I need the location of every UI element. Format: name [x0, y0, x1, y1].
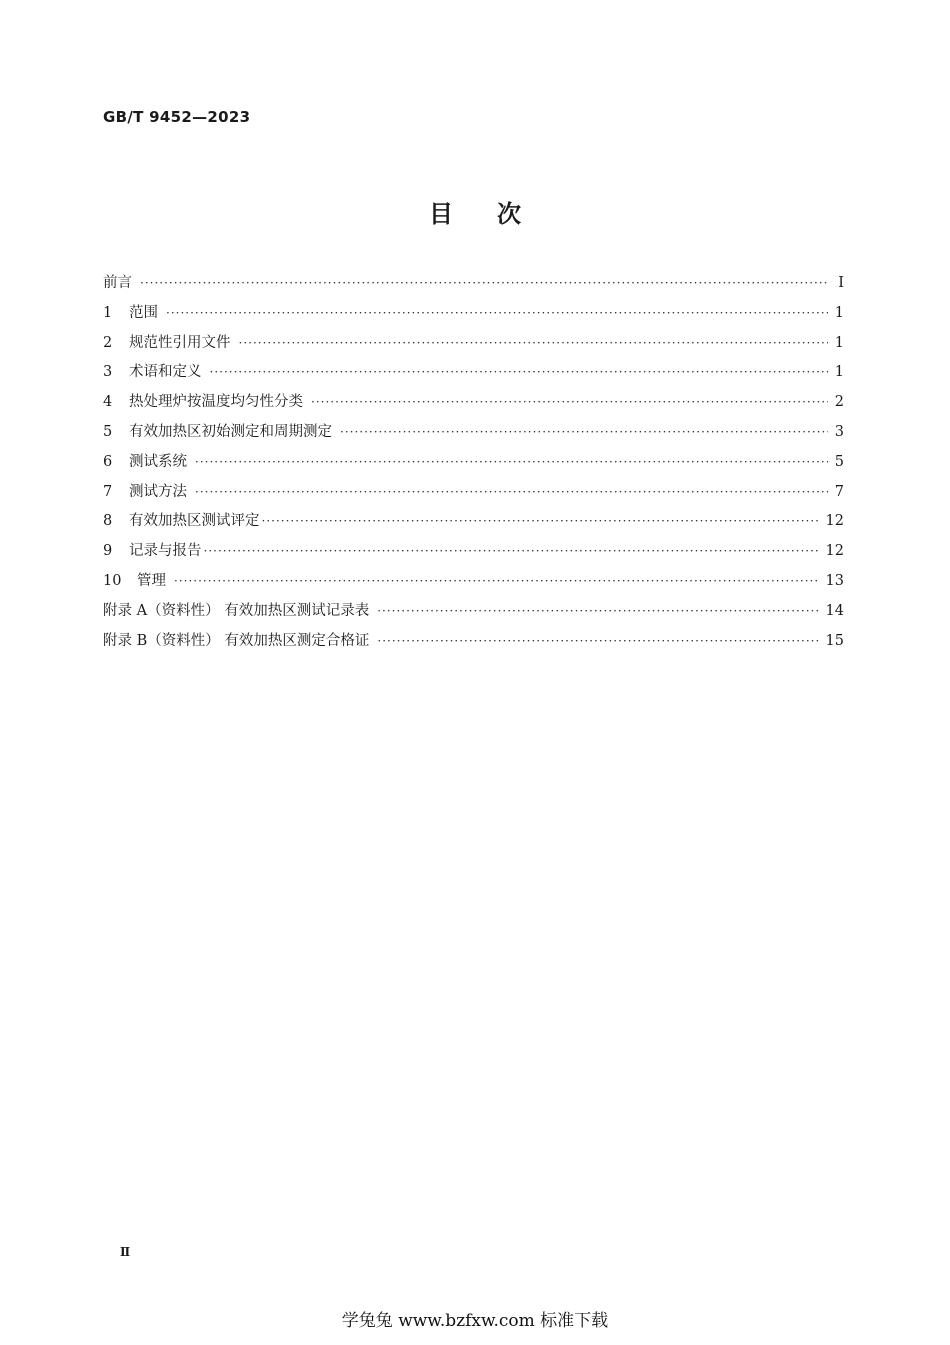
toc-item-2[interactable]	[103, 331, 844, 361]
toc-item-page: 3	[834, 423, 844, 440]
toc-item-number: 2	[103, 334, 113, 351]
toc-item-page: 14	[825, 602, 844, 619]
toc-item-number: 1	[103, 304, 113, 321]
toc-leader-dots	[311, 395, 828, 409]
toc-item-page: 12	[825, 513, 844, 530]
toc-leader-dots	[340, 425, 828, 439]
toc-item-page: 13	[825, 572, 844, 589]
toc-item-number: 9	[103, 543, 113, 560]
toc-item-page: 5	[834, 453, 844, 470]
toc-item-10[interactable]	[103, 569, 844, 599]
toc-item-label: 前言	[103, 275, 132, 291]
toc-item-label: 术语和定义	[129, 364, 202, 381]
toc-item-page: 1	[834, 304, 844, 321]
toc-item-page: 1	[834, 364, 844, 381]
toc-leader-dots	[377, 604, 819, 618]
toc-leader-dots	[210, 365, 829, 379]
toc-item-6[interactable]	[103, 450, 844, 480]
page-title: 目次	[429, 200, 565, 228]
toc-item-foreword[interactable]	[103, 271, 844, 301]
toc-leader-dots	[377, 634, 819, 648]
toc-item-label: 有效加热区初始测定和周期测定	[129, 423, 332, 440]
toc-item-label: 范围	[129, 304, 158, 321]
toc-item-3[interactable]	[103, 360, 844, 390]
toc-leader-dots	[239, 336, 829, 350]
toc-item-label: 热处理炉按温度均匀性分类	[129, 394, 303, 411]
toc-item-label: 管理	[137, 572, 166, 589]
toc-item-label: 有效加热区测试评定	[129, 513, 260, 530]
toc-leader-dots	[204, 544, 820, 558]
toc-item-number: 10	[103, 572, 122, 589]
toc-item-label: 测试系统	[129, 453, 187, 470]
toc-item-page: 2	[834, 394, 844, 411]
toc-item-8[interactable]	[103, 509, 844, 539]
toc-item-number: 6	[103, 453, 113, 470]
toc-item-label: 附录 B（资料性） 有效加热区测定合格证	[103, 632, 370, 649]
toc-item-label: 记录与报告	[129, 543, 202, 560]
table-of-contents	[103, 271, 844, 658]
toc-item-page: 12	[825, 543, 844, 560]
toc-leader-dots	[262, 514, 820, 528]
toc-leader-dots	[166, 306, 828, 320]
toc-item-annex-b[interactable]	[103, 629, 844, 659]
toc-item-7[interactable]	[103, 480, 844, 510]
toc-item-number: 4	[103, 394, 113, 411]
toc-item-page: Ⅰ	[838, 275, 844, 291]
toc-item-number: 3	[103, 364, 113, 381]
toc-leader-dots	[174, 574, 820, 588]
toc-item-5[interactable]	[103, 420, 844, 450]
toc-item-label: 附录 A（资料性） 有效加热区测试记录表	[103, 602, 370, 619]
standard-code: GB/T 9452—2023	[103, 108, 251, 126]
toc-item-4[interactable]	[103, 390, 844, 420]
page-number: Ⅱ	[120, 1245, 131, 1259]
toc-item-label: 测试方法	[129, 483, 187, 500]
toc-leader-dots	[195, 485, 828, 499]
footer-source-watermark: 学兔兔 www.bzfxw.com 标准下载	[341, 1311, 609, 1331]
toc-item-number: 8	[103, 513, 113, 530]
toc-item-label: 规范性引用文件	[129, 334, 231, 351]
toc-item-number: 7	[103, 483, 113, 500]
toc-item-page: 15	[825, 632, 844, 649]
toc-leader-dots	[140, 276, 828, 290]
toc-item-annex-a[interactable]	[103, 599, 844, 629]
toc-item-page: 1	[834, 334, 844, 351]
toc-item-number: 5	[103, 423, 113, 440]
toc-item-page: 7	[834, 483, 844, 500]
toc-item-1[interactable]	[103, 301, 844, 331]
toc-item-9[interactable]	[103, 539, 844, 569]
toc-leader-dots	[195, 455, 828, 469]
